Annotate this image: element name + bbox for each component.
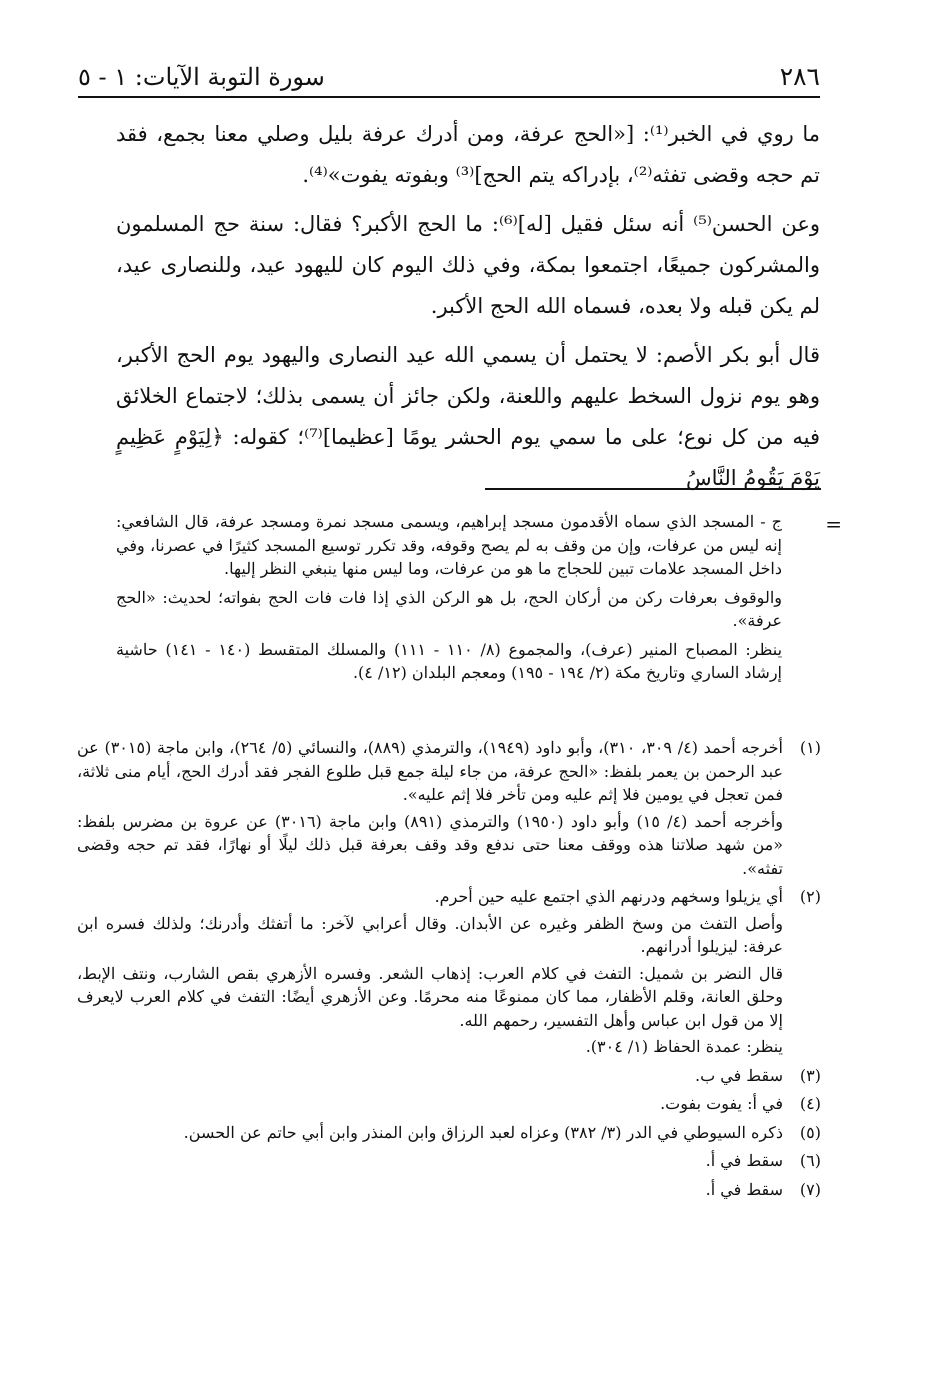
- footnote-paragraph: سقط في أ.: [705, 1179, 783, 1199]
- footnote-item: [77, 885, 821, 1062]
- footnote-item: [77, 1064, 821, 1091]
- footnote-paragraph: قال النضر بن شميل: التفث في كلام العرب: إذهاب الشعر. وفسره الأزهري بقص الشارب، ونتف الإبط، وحلق العانة، وقلم الأظفار، مما كان ممنوعًا منه محرمًا. وعن الأزهري أيضًا: التفث في كلام العرب لايعرف إلا من قول ابن عباس وأهل التفسير، رحمهم الله.: [77, 963, 784, 1030]
- footnote-paragraph: ينظر: عمدة الحفاظ (١/ ٣٠٤).: [585, 1037, 783, 1056]
- footnote-paragraph: وأصل التفث من وسخ الظفر وغيره عن الأبدان. وقال أعرابي لآخر: ما أتفثك وأدرنك؛ ولذلك فسره ابن عرفة: ليزيلوا أدرانهم.: [77, 913, 783, 956]
- footnote-item: [77, 1121, 821, 1148]
- page-number: ٢٨٦: [779, 62, 820, 91]
- footnote-paragraph: وأخرجه أحمد (٤/ ١٥) وأبو داود (١٩٥٠) والترمذي (٨٩١) وابن ماجة (٣٠١٦) عن عروة بن مضرس بلفظ: «من شهد صلاتنا هذه ووقف معنا حتى ندفع وقد وقف بعرفة قبل ذلك ليلًا أو نهارًا، فقد تم حجه وقضى تفثه».: [77, 811, 784, 878]
- footnote-number: (٦): [799, 1151, 821, 1170]
- footnote-item: [77, 1092, 821, 1119]
- footnote-continuation: [116, 510, 782, 690]
- footnote-paragraph: ينظر: المصباح المنير (عرف)، والمجموع (٨/ ١١٠ - ١١١) والمسلك المتقسط (١٤٠ - ١٤١) حاشية إرشاد الساري وتاريخ مكة (٢/ ١٩٤ - ١٩٥) ومعجم البلدان (١٢/ ٤).: [116, 639, 783, 682]
- footnote-number: (٥): [799, 1122, 821, 1142]
- footnote-paragraph: ج - المسجد الذي سماه الأقدمون مسجد إبراهيم، ويسمى مسجد نمرة ومسجد عرفة، قال الشافعي: إنه ليس من عرفات، وإن من وقف به لم يصح وقوفه، وقد تكرر توسيع المسجد كثيرًا في عصرنا، وفي داخل المسجد علامات تبين للحجاج ما هو من عرفات، وما ليس منها ينبغي النظر إليها.: [116, 512, 782, 578]
- footnote-number: (٤): [799, 1094, 821, 1113]
- footnote-paragraph: سقط في ب.: [695, 1065, 783, 1085]
- main-paragraph: ما روي في الخبر⁽¹⁾: [«الحج عرفة، ومن أدرك عرفة بليل وصلي معنا بجمع، فقد تم حجه وقضى تفثه⁽²⁾، بإدراكه يتم الحج]⁽³⁾ وبفوته يفوت»⁽⁴⁾.: [116, 122, 820, 187]
- page-header: [78, 62, 820, 98]
- main-paragraph: قال أبو بكر الأصم: لا يحتمل أن يسمي الله عيد النصارى واليهود يوم الحج الأكبر، وهو يوم نزول السخط عليهم واللعنة، ولكن جائز أن يسمى بذلك؛ لاجتماع الخلائق فيه من كل نوع؛ على ما سمي يوم الحشر يومًا [عظيما]⁽⁷⁾؛ كقوله: ﴿لِيَوْمٍ عَظِيمٍ يَوْمَ يَقُومُ النَّاسُ: [116, 343, 820, 490]
- footnote-number: (٧): [799, 1179, 821, 1199]
- main-paragraph: وعن الحسن⁽⁵⁾ أنه سئل فقيل [له]⁽⁶⁾: ما الحج الأكبر؟ فقال: سنة حج المسلمون والمشركون جميعًا، اجتمعوا بمكة، وفي ذلك اليوم كان لليهود عيد، وللنصارى عيد، لم يكن قبله ولا بعده، فسماه الله الحج الأكبر.: [116, 212, 820, 318]
- footnote-number: (١): [799, 738, 821, 757]
- footnote-continuation-mark: =: [825, 512, 842, 536]
- footnote-paragraph: والوقوف بعرفات ركن من أركان الحج، بل هو الركن الذي إذا فات فات الحج بفواته؛ لحديث: «الحج عرفة».: [116, 587, 782, 630]
- footnote-paragraph: ذكره السيوطي في الدر (٣/ ٣٨٢) وعزاه لعبد الرزاق وابن المنذر وابن أبي حاتم عن الحسن.: [183, 1122, 783, 1142]
- footnote-item: [77, 1178, 821, 1205]
- main-text: [116, 114, 820, 507]
- footnote-item: [77, 1149, 821, 1176]
- footnote-paragraph: سقط في أ.: [705, 1151, 783, 1170]
- footnote-list: [77, 736, 821, 1206]
- footnote-divider: [485, 488, 821, 490]
- footnote-paragraph: في أ: يفوت بفوت.: [660, 1094, 783, 1113]
- footnote-paragraph: أخرجه أحمد (٤/ ٣٠٩، ٣١٠)، وأبو داود (١٩٤٩)، والترمذي (٨٨٩)، والنسائي (٥/ ٢٦٤)، وابن ماجة (٣٠١٥) عن عبد الرحمن بن يعمر بلفظ: «الحج عرفة، من جاء ليلة جمع قبل طلوع الفجر فقد أدرك الحج، أيام منى ثلاثة، فمن تعجل في يومين فلا إثم عليه ومن تأخر فلا إثم عليه».: [77, 738, 783, 804]
- footnote-number: (٢): [799, 887, 821, 906]
- running-title: سورة التوبة الآيات: ١ - ٥: [78, 63, 325, 91]
- footnote-paragraph: أي يزيلوا وسخهم ودرنهم الذي اجتمع عليه حين أحرم.: [434, 887, 783, 906]
- footnote-number: (٣): [799, 1065, 821, 1085]
- footnote-item: [77, 736, 821, 883]
